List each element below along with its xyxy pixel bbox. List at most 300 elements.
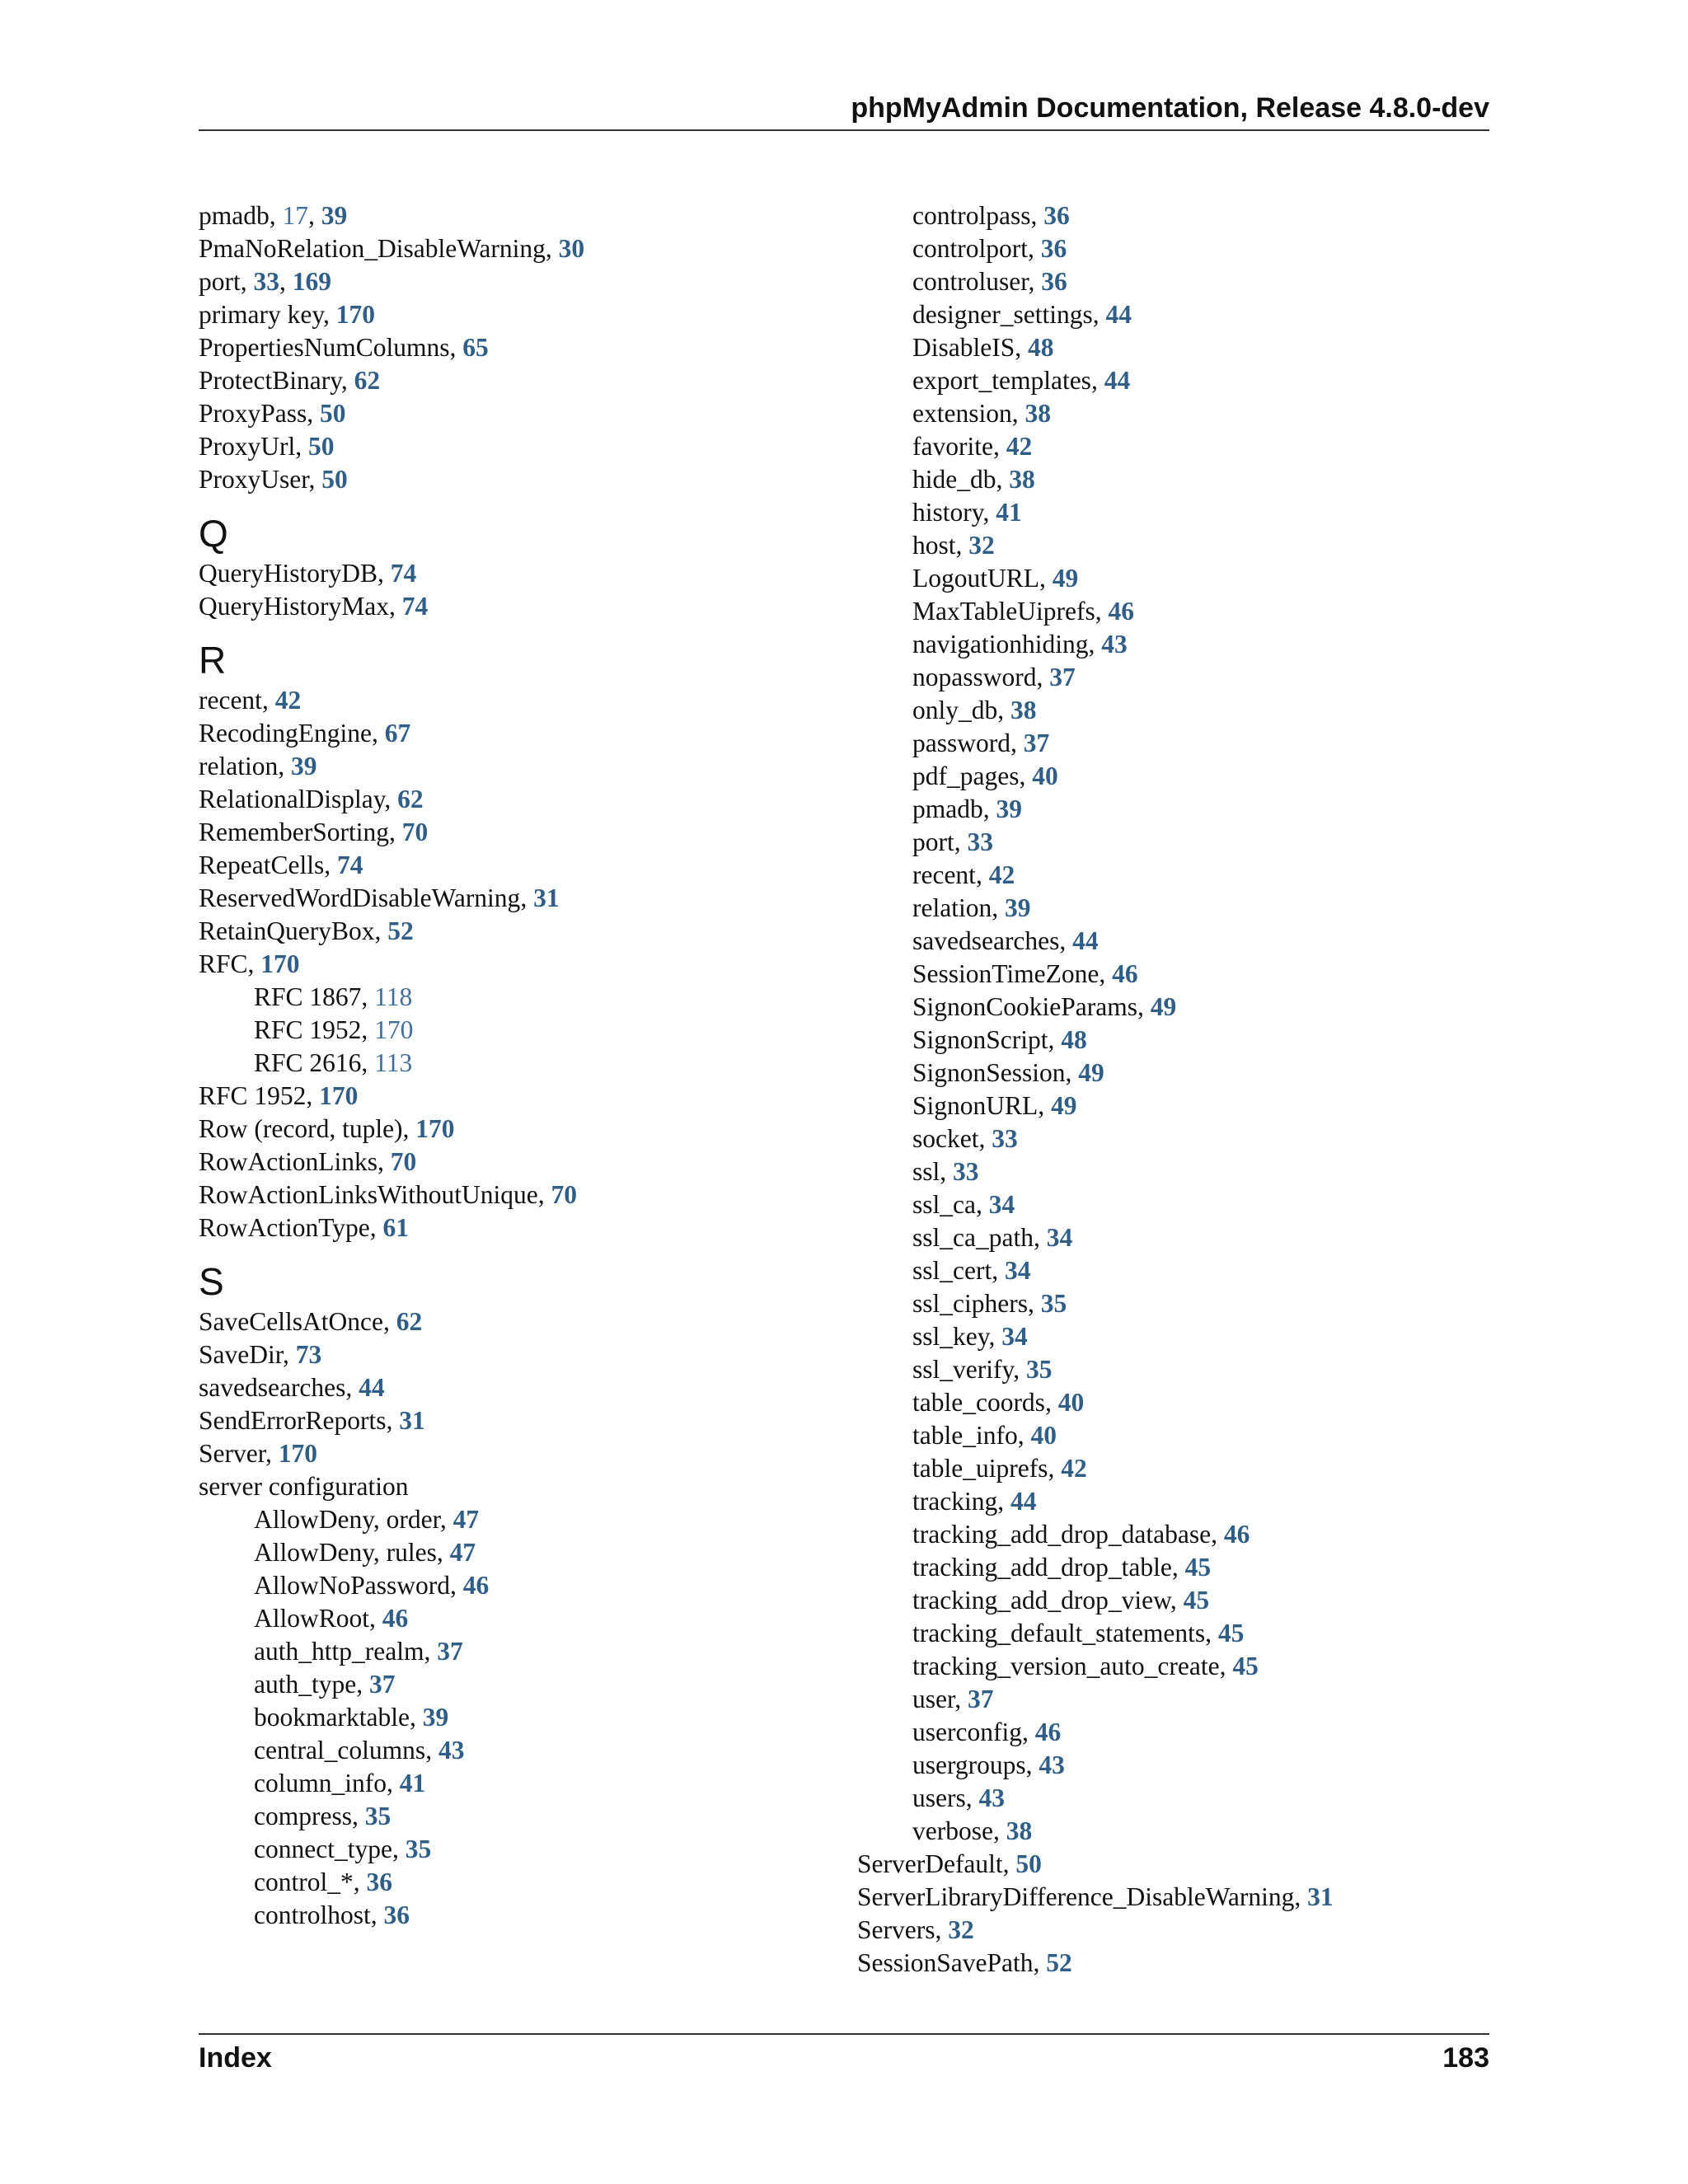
- page-reference-link[interactable]: 170: [260, 949, 300, 978]
- index-term: LogoutURL: [912, 564, 1039, 593]
- page-reference-link[interactable]: 65: [462, 333, 489, 362]
- page-reference-link[interactable]: 47: [452, 1505, 480, 1534]
- index-entry: Server, 170: [199, 1439, 317, 1468]
- page-reference-link[interactable]: 46: [1034, 1718, 1062, 1746]
- index-term: recent: [912, 860, 976, 889]
- index-term: ServerLibraryDifference_DisableWarning: [857, 1882, 1295, 1911]
- page-reference-link[interactable]: 50: [308, 432, 335, 461]
- index-subentry: RFC 2616, 113: [254, 1048, 413, 1077]
- index-term: tracking_add_drop_view: [912, 1586, 1170, 1615]
- page-reference-link[interactable]: 50: [1015, 1849, 1042, 1878]
- page-reference-link[interactable]: 37: [1023, 729, 1050, 757]
- index-term: SessionSavePath: [857, 1948, 1034, 1977]
- page-reference-link[interactable]: 41: [996, 498, 1022, 527]
- page-reference-link[interactable]: 35: [1025, 1355, 1053, 1384]
- page-reference-link[interactable]: 46: [1112, 959, 1138, 988]
- index-subentry: designer_settings, 44: [912, 300, 1132, 329]
- index-subentry: pdf_pages, 40: [912, 762, 1058, 790]
- page-reference-link[interactable]: 38: [1010, 696, 1037, 724]
- page-reference-link[interactable]: 46: [462, 1571, 490, 1600]
- page-reference-link[interactable]: 170: [278, 1439, 317, 1468]
- index-term: favorite: [912, 432, 993, 461]
- index-term: RowActionType: [199, 1213, 370, 1242]
- index-subentry: ssl_key, 34: [912, 1322, 1028, 1351]
- page-reference-link[interactable]: 74: [336, 851, 363, 879]
- page-reference-link[interactable]: 39: [290, 752, 317, 780]
- page-reference-link[interactable]: 169: [292, 267, 331, 296]
- index-subentry: host, 32: [912, 531, 995, 560]
- index-subentry: control_*, 36: [254, 1868, 392, 1896]
- page-reference-link[interactable]: 39: [1004, 893, 1031, 922]
- page-reference-link[interactable]: 39: [996, 794, 1022, 823]
- page-reference-link[interactable]: 42: [274, 686, 302, 715]
- index-term: RFC 1952: [199, 1081, 307, 1110]
- index-term: tracking: [912, 1487, 998, 1516]
- index-subentry: hide_db, 38: [912, 465, 1035, 494]
- index-entry: ProxyUser, 50: [199, 465, 348, 494]
- index-subentry: navigationhiding, 43: [912, 630, 1128, 658]
- page-reference-link[interactable]: 48: [1027, 333, 1054, 362]
- index-term: pdf_pages: [912, 762, 1020, 790]
- index-entry: port, 33, 169: [199, 267, 331, 296]
- index-term: tracking_default_statements: [912, 1619, 1206, 1647]
- index-term: RFC 1952: [254, 1015, 362, 1044]
- index-subentry: ssl_ca, 34: [912, 1190, 1015, 1219]
- page-reference-link[interactable]: 35: [1040, 1289, 1067, 1318]
- page-reference-link[interactable]: 43: [978, 1783, 1005, 1812]
- index-term: ReservedWordDisableWarning: [199, 883, 521, 912]
- page-reference-link[interactable]: 40: [1032, 762, 1058, 790]
- index-term: SignonCookieParams: [912, 992, 1137, 1021]
- index-subentry: ssl_ca_path, 34: [912, 1223, 1073, 1252]
- index-subentry: bookmarktable, 39: [254, 1703, 449, 1732]
- page-reference-link[interactable]: 43: [1039, 1750, 1065, 1779]
- index-section-letter: Q: [199, 512, 228, 555]
- index-entry: pmadb, 17, 39: [199, 201, 348, 230]
- page-reference-link[interactable]: 42: [988, 860, 1015, 889]
- footer-page-number: 183: [1442, 2042, 1489, 2074]
- page-reference-link[interactable]: 37: [1049, 663, 1076, 691]
- index-subentry: SignonCookieParams, 49: [912, 992, 1177, 1021]
- page-reference-link[interactable]: 33: [992, 1124, 1018, 1153]
- index-entry: ProxyUrl, 50: [199, 432, 335, 461]
- page-reference-link[interactable]: 44: [1072, 926, 1099, 955]
- index-entry: Row (record, tuple), 170: [199, 1114, 455, 1143]
- page-header-title: phpMyAdmin Documentation, Release 4.8.0-dev: [851, 92, 1489, 124]
- index-term: recent: [199, 686, 262, 715]
- index-entry: relation, 39: [199, 752, 317, 780]
- page-reference-link[interactable]: 36: [1040, 234, 1067, 263]
- page-reference-link[interactable]: 49: [1150, 992, 1177, 1021]
- index-term: Row (record, tuple): [199, 1114, 403, 1143]
- index-term: controlhost: [254, 1900, 371, 1929]
- index-subentry: usergroups, 43: [912, 1750, 1065, 1779]
- index-subentry: SignonSession, 49: [912, 1058, 1104, 1087]
- index-term: DisableIS: [912, 333, 1015, 362]
- page-reference-link[interactable]: 70: [551, 1180, 577, 1209]
- index-term: ProtectBinary: [199, 366, 341, 395]
- index-section-letter: S: [199, 1260, 224, 1303]
- index-subentry: LogoutURL, 49: [912, 564, 1079, 593]
- index-term: savedsearches: [912, 926, 1060, 955]
- page-reference-link[interactable]: 49: [1051, 1091, 1077, 1120]
- page-reference-link[interactable]: 33: [253, 267, 279, 296]
- page-reference-link[interactable]: 170: [374, 1015, 414, 1044]
- page-reference-link[interactable]: 170: [415, 1114, 455, 1143]
- page-reference-link[interactable]: 62: [396, 1307, 423, 1336]
- index-term: SaveCellsAtOnce: [199, 1307, 383, 1336]
- index-term: connect_type: [254, 1835, 392, 1863]
- page-reference-link[interactable]: 31: [1307, 1882, 1334, 1911]
- index-entry: SaveDir, 73: [199, 1340, 322, 1369]
- page-reference-link[interactable]: 45: [1184, 1553, 1212, 1582]
- index-subentry: table_info, 40: [912, 1421, 1057, 1450]
- index-term: designer_settings: [912, 300, 1093, 329]
- page-reference-link[interactable]: 67: [384, 719, 411, 748]
- index-term: AllowDeny, order: [254, 1505, 440, 1534]
- index-subentry: MaxTableUiprefs, 46: [912, 597, 1134, 626]
- page-reference-link[interactable]: 40: [1057, 1388, 1085, 1417]
- index-term: server configuration: [199, 1472, 409, 1501]
- index-entry: Servers, 32: [857, 1915, 974, 1944]
- page-reference-link[interactable]: 50: [321, 465, 348, 494]
- index-term: ssl: [912, 1157, 940, 1186]
- page-reference-link[interactable]: 37: [967, 1685, 994, 1713]
- index-subentry: verbose, 38: [912, 1816, 1033, 1845]
- index-term: AllowDeny, rules: [254, 1538, 437, 1567]
- page-reference-link[interactable]: 74: [401, 592, 429, 621]
- index-subentry: RFC 1952, 170: [254, 1015, 414, 1044]
- index-term: ServerDefault: [857, 1849, 1003, 1878]
- index-term: ProxyUrl: [199, 432, 296, 461]
- index-subentry: connect_type, 35: [254, 1835, 432, 1863]
- page-reference-link[interactable]: 46: [1223, 1520, 1250, 1549]
- index-term: socket: [912, 1124, 979, 1153]
- index-section-letter: R: [199, 639, 227, 682]
- page-reference-link[interactable]: 38: [1006, 1816, 1033, 1845]
- index-subentry: relation, 39: [912, 893, 1031, 922]
- index-term: RFC: [199, 949, 248, 978]
- page-reference-link[interactable]: 46: [1108, 597, 1134, 626]
- index-subentry: ssl_cert, 34: [912, 1256, 1031, 1285]
- index-entry: RFC, 170: [199, 949, 300, 978]
- page-reference-link[interactable]: 70: [390, 1147, 417, 1176]
- index-term: ProxyUser: [199, 465, 309, 494]
- page-reference-link[interactable]: 34: [1004, 1256, 1031, 1285]
- index-subentry: savedsearches, 44: [912, 926, 1099, 955]
- index-term: control_*: [254, 1868, 354, 1896]
- index-subentry: port, 33: [912, 827, 993, 856]
- index-subentry: compress, 35: [254, 1802, 392, 1830]
- index-subentry: tracking_version_auto_create, 45: [912, 1652, 1259, 1680]
- index-term: port: [912, 827, 954, 856]
- index-term: table_info: [912, 1421, 1018, 1450]
- index-term: user: [912, 1685, 955, 1713]
- index-term: extension: [912, 399, 1012, 428]
- page-reference-link[interactable]: 31: [399, 1406, 425, 1435]
- page-reference-link[interactable]: 170: [319, 1081, 359, 1110]
- index-term: table_coords: [912, 1388, 1045, 1417]
- index-entry: SaveCellsAtOnce, 62: [199, 1307, 423, 1336]
- index-entry: savedsearches, 44: [199, 1373, 385, 1402]
- page-reference-link[interactable]: 36: [383, 1900, 410, 1929]
- page-reference-link[interactable]: 61: [382, 1213, 410, 1242]
- index-entry: RetainQueryBox, 52: [199, 916, 414, 945]
- index-entry: QueryHistoryMax, 74: [199, 592, 429, 621]
- page-reference-link[interactable]: 34: [1001, 1322, 1028, 1351]
- index-term: password: [912, 729, 1010, 757]
- index-subentry: DisableIS, 48: [912, 333, 1054, 362]
- index-subentry: AllowDeny, rules, 47: [254, 1538, 476, 1567]
- index-term: RecodingEngine: [199, 719, 372, 748]
- index-subentry: ssl, 33: [912, 1157, 979, 1186]
- index-entry: QueryHistoryDB, 74: [199, 559, 417, 588]
- index-entry: ServerLibraryDifference_DisableWarning, 31: [857, 1882, 1334, 1911]
- page-reference-link[interactable]: 44: [359, 1373, 385, 1402]
- index-term: PmaNoRelation_DisableWarning: [199, 234, 546, 263]
- index-term: SignonSession: [912, 1058, 1066, 1087]
- index-term: pmadb: [199, 201, 270, 230]
- index-subentry: user, 37: [912, 1685, 994, 1713]
- page-reference-link[interactable]: 52: [1046, 1948, 1072, 1977]
- page-reference-link[interactable]: 40: [1030, 1421, 1057, 1450]
- index-term: relation: [199, 752, 279, 780]
- index-entry: RowActionLinks, 70: [199, 1147, 417, 1176]
- index-term: column_info: [254, 1769, 387, 1797]
- index-subentry: AllowNoPassword, 46: [254, 1571, 490, 1600]
- index-term: RepeatCells: [199, 851, 325, 879]
- index-subentry: favorite, 42: [912, 432, 1033, 461]
- index-term: ssl_ca_path: [912, 1223, 1034, 1252]
- page-reference-link[interactable]: 38: [1009, 465, 1035, 494]
- index-subentry: RFC 1867, 118: [254, 982, 413, 1011]
- index-column-left: [199, 199, 792, 1932]
- page-reference-link[interactable]: 62: [397, 785, 424, 813]
- index-subentry: SignonURL, 49: [912, 1091, 1077, 1120]
- index-term: tracking_add_drop_table: [912, 1553, 1172, 1582]
- index-term: users: [912, 1783, 966, 1812]
- index-subentry: socket, 33: [912, 1124, 1018, 1153]
- page-reference-link[interactable]: 113: [374, 1048, 413, 1077]
- header-divider: [199, 129, 1489, 131]
- index-term: ssl_verify: [912, 1355, 1014, 1384]
- page-reference-link[interactable]: 36: [1043, 201, 1070, 230]
- index-term: RetainQueryBox: [199, 916, 375, 945]
- index-term: savedsearches: [199, 1373, 346, 1402]
- index-subentry: auth_type, 37: [254, 1670, 396, 1699]
- index-term: host: [912, 531, 956, 560]
- index-term: verbose: [912, 1816, 993, 1845]
- page-reference-link[interactable]: 46: [382, 1604, 409, 1633]
- index-entry: SendErrorReports, 31: [199, 1406, 425, 1435]
- index-entry: [199, 1470, 792, 1503]
- index-term: RFC 2616: [254, 1048, 362, 1077]
- page-reference-link[interactable]: 44: [1104, 366, 1131, 395]
- index-subentry: tracking_add_drop_table, 45: [912, 1553, 1212, 1582]
- index-term: auth_type: [254, 1670, 357, 1699]
- index-term: Servers: [857, 1915, 935, 1944]
- index-subentry: controlhost, 36: [254, 1900, 410, 1929]
- index-subentry: password, 37: [912, 729, 1050, 757]
- index-column-right: [857, 199, 1451, 1980]
- index-term: auth_http_realm: [254, 1637, 424, 1666]
- index-entry: RFC 1952, 170: [199, 1081, 359, 1110]
- index-subentry: tracking_add_drop_view, 45: [912, 1586, 1210, 1615]
- index-subentry: users, 43: [912, 1783, 1005, 1812]
- index-entry: recent, 42: [199, 686, 302, 715]
- index-term: SaveDir: [199, 1340, 283, 1369]
- page-reference-link[interactable]: 48: [1061, 1025, 1087, 1054]
- page-reference-link[interactable]: 44: [1105, 300, 1132, 329]
- index-entry: ProtectBinary, 62: [199, 366, 381, 395]
- index-term: PropertiesNumColumns: [199, 333, 450, 362]
- page-reference-link[interactable]: 35: [405, 1835, 432, 1863]
- index-term: AllowNoPassword: [254, 1571, 451, 1600]
- index-term: central_columns: [254, 1736, 426, 1765]
- page-reference-link[interactable]: 17: [282, 201, 308, 230]
- index-term: RowActionLinksWithoutUnique: [199, 1180, 538, 1209]
- page-reference-link[interactable]: 33: [953, 1157, 979, 1186]
- page-reference-link[interactable]: 70: [401, 818, 429, 846]
- index-subentry: tracking_add_drop_database, 46: [912, 1520, 1250, 1549]
- index-subentry: only_db, 38: [912, 696, 1037, 724]
- index-subentry: export_templates, 44: [912, 366, 1131, 395]
- index-term: compress: [254, 1802, 352, 1830]
- page-reference-link[interactable]: 31: [533, 883, 560, 912]
- index-subentry: tracking, 44: [912, 1487, 1037, 1516]
- page-reference-link[interactable]: 42: [1006, 432, 1033, 461]
- page-reference-link[interactable]: 35: [364, 1802, 392, 1830]
- page-reference-link[interactable]: 49: [1052, 564, 1079, 593]
- index-term: controlpass: [912, 201, 1031, 230]
- index-term: navigationhiding: [912, 630, 1089, 658]
- index-term: ssl_ciphers: [912, 1289, 1028, 1318]
- index-entry: ProxyPass, 50: [199, 399, 346, 428]
- index-term: MaxTableUiprefs: [912, 597, 1095, 626]
- index-term: port: [199, 267, 241, 296]
- page-reference-link[interactable]: 43: [1101, 630, 1128, 658]
- index-term: primary key: [199, 300, 324, 329]
- page-reference-link[interactable]: 42: [1061, 1454, 1087, 1483]
- index-subentry: table_coords, 40: [912, 1388, 1085, 1417]
- index-term: bookmarktable: [254, 1703, 410, 1732]
- index-term: controluser: [912, 267, 1029, 296]
- index-subentry: AllowDeny, order, 47: [254, 1505, 480, 1534]
- page-reference-link[interactable]: 30: [558, 234, 585, 263]
- index-term: SendErrorReports: [199, 1406, 387, 1435]
- page-reference-link[interactable]: 38: [1025, 399, 1051, 428]
- index-subentry: pmadb, 39: [912, 794, 1022, 823]
- index-subentry: auth_http_realm, 37: [254, 1637, 463, 1666]
- index-term: history: [912, 498, 983, 527]
- page-reference-link[interactable]: 41: [399, 1769, 426, 1797]
- index-term: ssl_key: [912, 1322, 989, 1351]
- page-reference-link[interactable]: 50: [320, 399, 346, 428]
- index-term: tracking_add_drop_database: [912, 1520, 1212, 1549]
- page-reference-link[interactable]: 74: [390, 559, 417, 588]
- index-entry: RepeatCells, 74: [199, 851, 363, 879]
- index-entry: RowActionLinksWithoutUnique, 70: [199, 1180, 577, 1209]
- index-subentry: controlport, 36: [912, 234, 1067, 263]
- page-reference-link[interactable]: 33: [967, 827, 993, 856]
- index-subentry: SessionTimeZone, 46: [912, 959, 1138, 988]
- page-reference-link[interactable]: 32: [968, 531, 995, 560]
- index-subentry: history, 41: [912, 498, 1022, 527]
- page-reference-link[interactable]: 49: [1078, 1058, 1104, 1087]
- page-reference-link[interactable]: 62: [354, 366, 381, 395]
- index-term: hide_db: [912, 465, 996, 494]
- page-reference-link[interactable]: 45: [1217, 1619, 1245, 1647]
- index-term: SessionTimeZone: [912, 959, 1100, 988]
- index-entry: SessionSavePath, 52: [857, 1948, 1072, 1977]
- index-term: pmadb: [912, 794, 983, 823]
- page-reference-link[interactable]: 36: [366, 1868, 392, 1896]
- page-reference-link[interactable]: 45: [1232, 1652, 1259, 1680]
- page-reference-link[interactable]: 73: [295, 1340, 322, 1369]
- page-reference-link[interactable]: 37: [437, 1637, 463, 1666]
- index-entry: RelationalDisplay, 62: [199, 785, 424, 813]
- page-reference-link[interactable]: 170: [335, 300, 376, 329]
- index-term: Server: [199, 1439, 265, 1468]
- page-reference-link[interactable]: 52: [387, 916, 414, 945]
- footer-divider: [199, 2033, 1489, 2035]
- index-subentry: central_columns, 43: [254, 1736, 465, 1765]
- index-entry: RowActionType, 61: [199, 1213, 410, 1242]
- page-reference-link[interactable]: 44: [1010, 1487, 1037, 1516]
- page-reference-link[interactable]: 36: [1041, 267, 1067, 296]
- index-term: table_uiprefs: [912, 1454, 1048, 1483]
- page-reference-link[interactable]: 37: [368, 1670, 396, 1699]
- index-entry: RecodingEngine, 67: [199, 719, 411, 748]
- index-subentry: recent, 42: [912, 860, 1015, 889]
- page-reference-link[interactable]: 32: [948, 1915, 974, 1944]
- footer-section-label: Index: [199, 2042, 272, 2074]
- index-entry: ServerDefault, 50: [857, 1849, 1042, 1878]
- index-subentry: column_info, 41: [254, 1769, 426, 1797]
- index-term: only_db: [912, 696, 998, 724]
- index-term: ssl_ca: [912, 1190, 976, 1219]
- index-term: ProxyPass: [199, 399, 307, 428]
- index-term: AllowRoot: [254, 1604, 370, 1633]
- index-subentry: controlpass, 36: [912, 201, 1070, 230]
- index-subentry: controluser, 36: [912, 267, 1067, 296]
- index-term: RowActionLinks: [199, 1147, 377, 1176]
- page-reference-link[interactable]: 45: [1183, 1586, 1210, 1615]
- page-reference-link[interactable]: 39: [422, 1703, 449, 1732]
- index-subentry: ssl_verify, 35: [912, 1355, 1053, 1384]
- page-reference-link[interactable]: 39: [321, 201, 348, 230]
- page-reference-link[interactable]: 118: [374, 982, 413, 1011]
- index-term: RFC 1867: [254, 982, 362, 1011]
- page-reference-link[interactable]: 43: [438, 1736, 465, 1765]
- page-reference-link[interactable]: 47: [449, 1538, 476, 1567]
- index-subentry: tracking_default_statements, 45: [912, 1619, 1245, 1647]
- index-term: ssl_cert: [912, 1256, 992, 1285]
- index-entry: RememberSorting, 70: [199, 818, 429, 846]
- page-reference-link[interactable]: 34: [1046, 1223, 1073, 1252]
- index-term: QueryHistoryDB: [199, 559, 377, 588]
- index-term: nopassword: [912, 663, 1037, 691]
- index-term: tracking_version_auto_create: [912, 1652, 1220, 1680]
- index-term: SignonURL: [912, 1091, 1039, 1120]
- index-entry: PropertiesNumColumns, 65: [199, 333, 489, 362]
- index-entry: ReservedWordDisableWarning, 31: [199, 883, 560, 912]
- index-term: export_templates: [912, 366, 1091, 395]
- page-reference-link[interactable]: 34: [988, 1190, 1015, 1219]
- index-term: userconfig: [912, 1718, 1022, 1746]
- index-subentry: table_uiprefs, 42: [912, 1454, 1087, 1483]
- index-subentry: SignonScript, 48: [912, 1025, 1087, 1054]
